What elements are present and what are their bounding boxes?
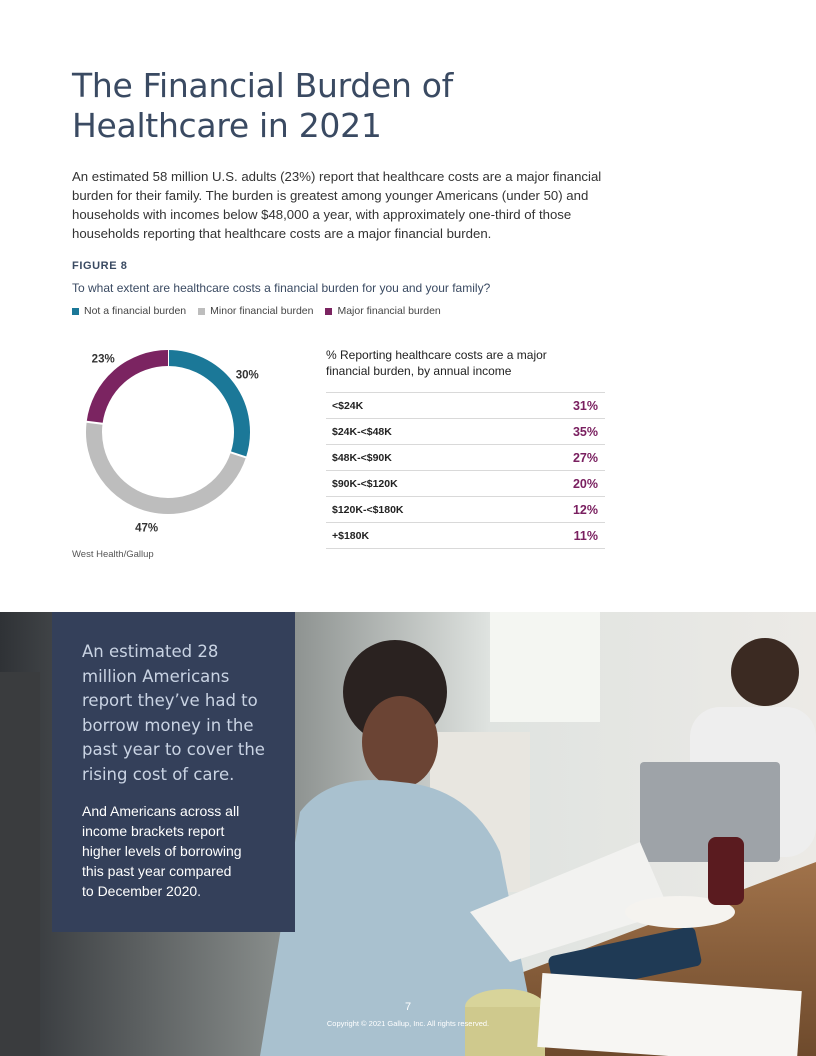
quote-line: rising cost of care.: [82, 764, 235, 784]
quote-line: million Americans: [82, 666, 230, 686]
body-line: And Americans across all: [82, 803, 240, 819]
income-bracket: +$180K: [332, 529, 370, 542]
intro-paragraph: An estimated 58 million U.S. adults (23%) report that healthcare costs are a major financial burden for their family. The burden is greatest among younger Americans (under 50) and households with incomes below $48,000 a year, with approximately one-third of those households reporting that healthcare costs are a major financial burden.: [72, 169, 602, 241]
callout-box: [52, 612, 295, 932]
legend-swatch: [72, 308, 79, 315]
burden-percent: 11%: [573, 528, 598, 543]
income-bracket: $90K-<$120K: [332, 477, 398, 490]
quote-line: report they’ve had to: [82, 691, 258, 710]
quote-line: An estimated 28: [82, 642, 219, 661]
body-line: income brackets report: [82, 823, 225, 839]
donut-slice: [95, 358, 168, 423]
figure-question: To what extent are healthcare costs a financial burden for you and your family?: [72, 281, 491, 295]
table-row: [326, 471, 605, 497]
table-row: [326, 393, 605, 419]
table-row: [326, 445, 605, 471]
legend-label: Not a financial burden: [84, 305, 187, 317]
income-bracket: $24K-<$48K: [332, 425, 392, 438]
burden-percent: 12%: [572, 502, 598, 517]
donut-slice: [168, 358, 242, 455]
callout-body: [82, 801, 269, 901]
title-line-2: Healthcare in 2021: [72, 106, 382, 145]
table-title: % Reporting healthcare costs are a major financial burden, by annual income: [326, 348, 547, 378]
income-table: [326, 392, 605, 549]
income-bracket: <$24K: [332, 399, 364, 412]
page-number: 7: [404, 1001, 412, 1013]
legend-swatch: [198, 308, 205, 315]
table-row: [326, 523, 605, 549]
slice-label: 30%: [235, 369, 259, 382]
burden-percent: 27%: [572, 450, 598, 465]
income-bracket: $120K-<$180K: [332, 503, 404, 516]
slice-label: 47%: [135, 522, 159, 535]
legend-label: Minor financial burden: [210, 305, 314, 317]
table-row: [326, 497, 605, 523]
copyright-notice: Copyright © 2021 Gallup, Inc. All rights reserved.: [326, 1019, 490, 1028]
donut-slice: [94, 423, 238, 506]
burden-percent: 31%: [572, 398, 598, 413]
table-row: [326, 419, 605, 445]
body-line: this past year compared: [82, 863, 232, 879]
chart-legend: [72, 305, 441, 317]
income-bracket: $48K-<$90K: [332, 451, 392, 464]
slice-label: 23%: [91, 353, 115, 366]
figure-label: FIGURE 8: [72, 260, 128, 272]
legend-label: Major financial burden: [337, 305, 441, 317]
legend-swatch: [325, 308, 332, 315]
body-line: to December 2020.: [82, 883, 202, 899]
burden-percent: 20%: [572, 476, 598, 491]
quote-line: past year to cover the: [82, 740, 265, 759]
legend-item: [72, 305, 186, 317]
body-line: higher levels of borrowing: [82, 843, 242, 859]
callout-quote: [82, 640, 269, 787]
figure-source: West Health/Gallup: [72, 549, 154, 560]
burden-percent: 35%: [572, 424, 598, 439]
quote-line: borrow money in the: [82, 715, 254, 735]
title-line-1: The Financial Burden of: [72, 66, 453, 105]
legend-item: [325, 305, 440, 317]
donut-chart: [72, 340, 282, 540]
page-title: [72, 66, 672, 146]
legend-item: [198, 305, 313, 317]
